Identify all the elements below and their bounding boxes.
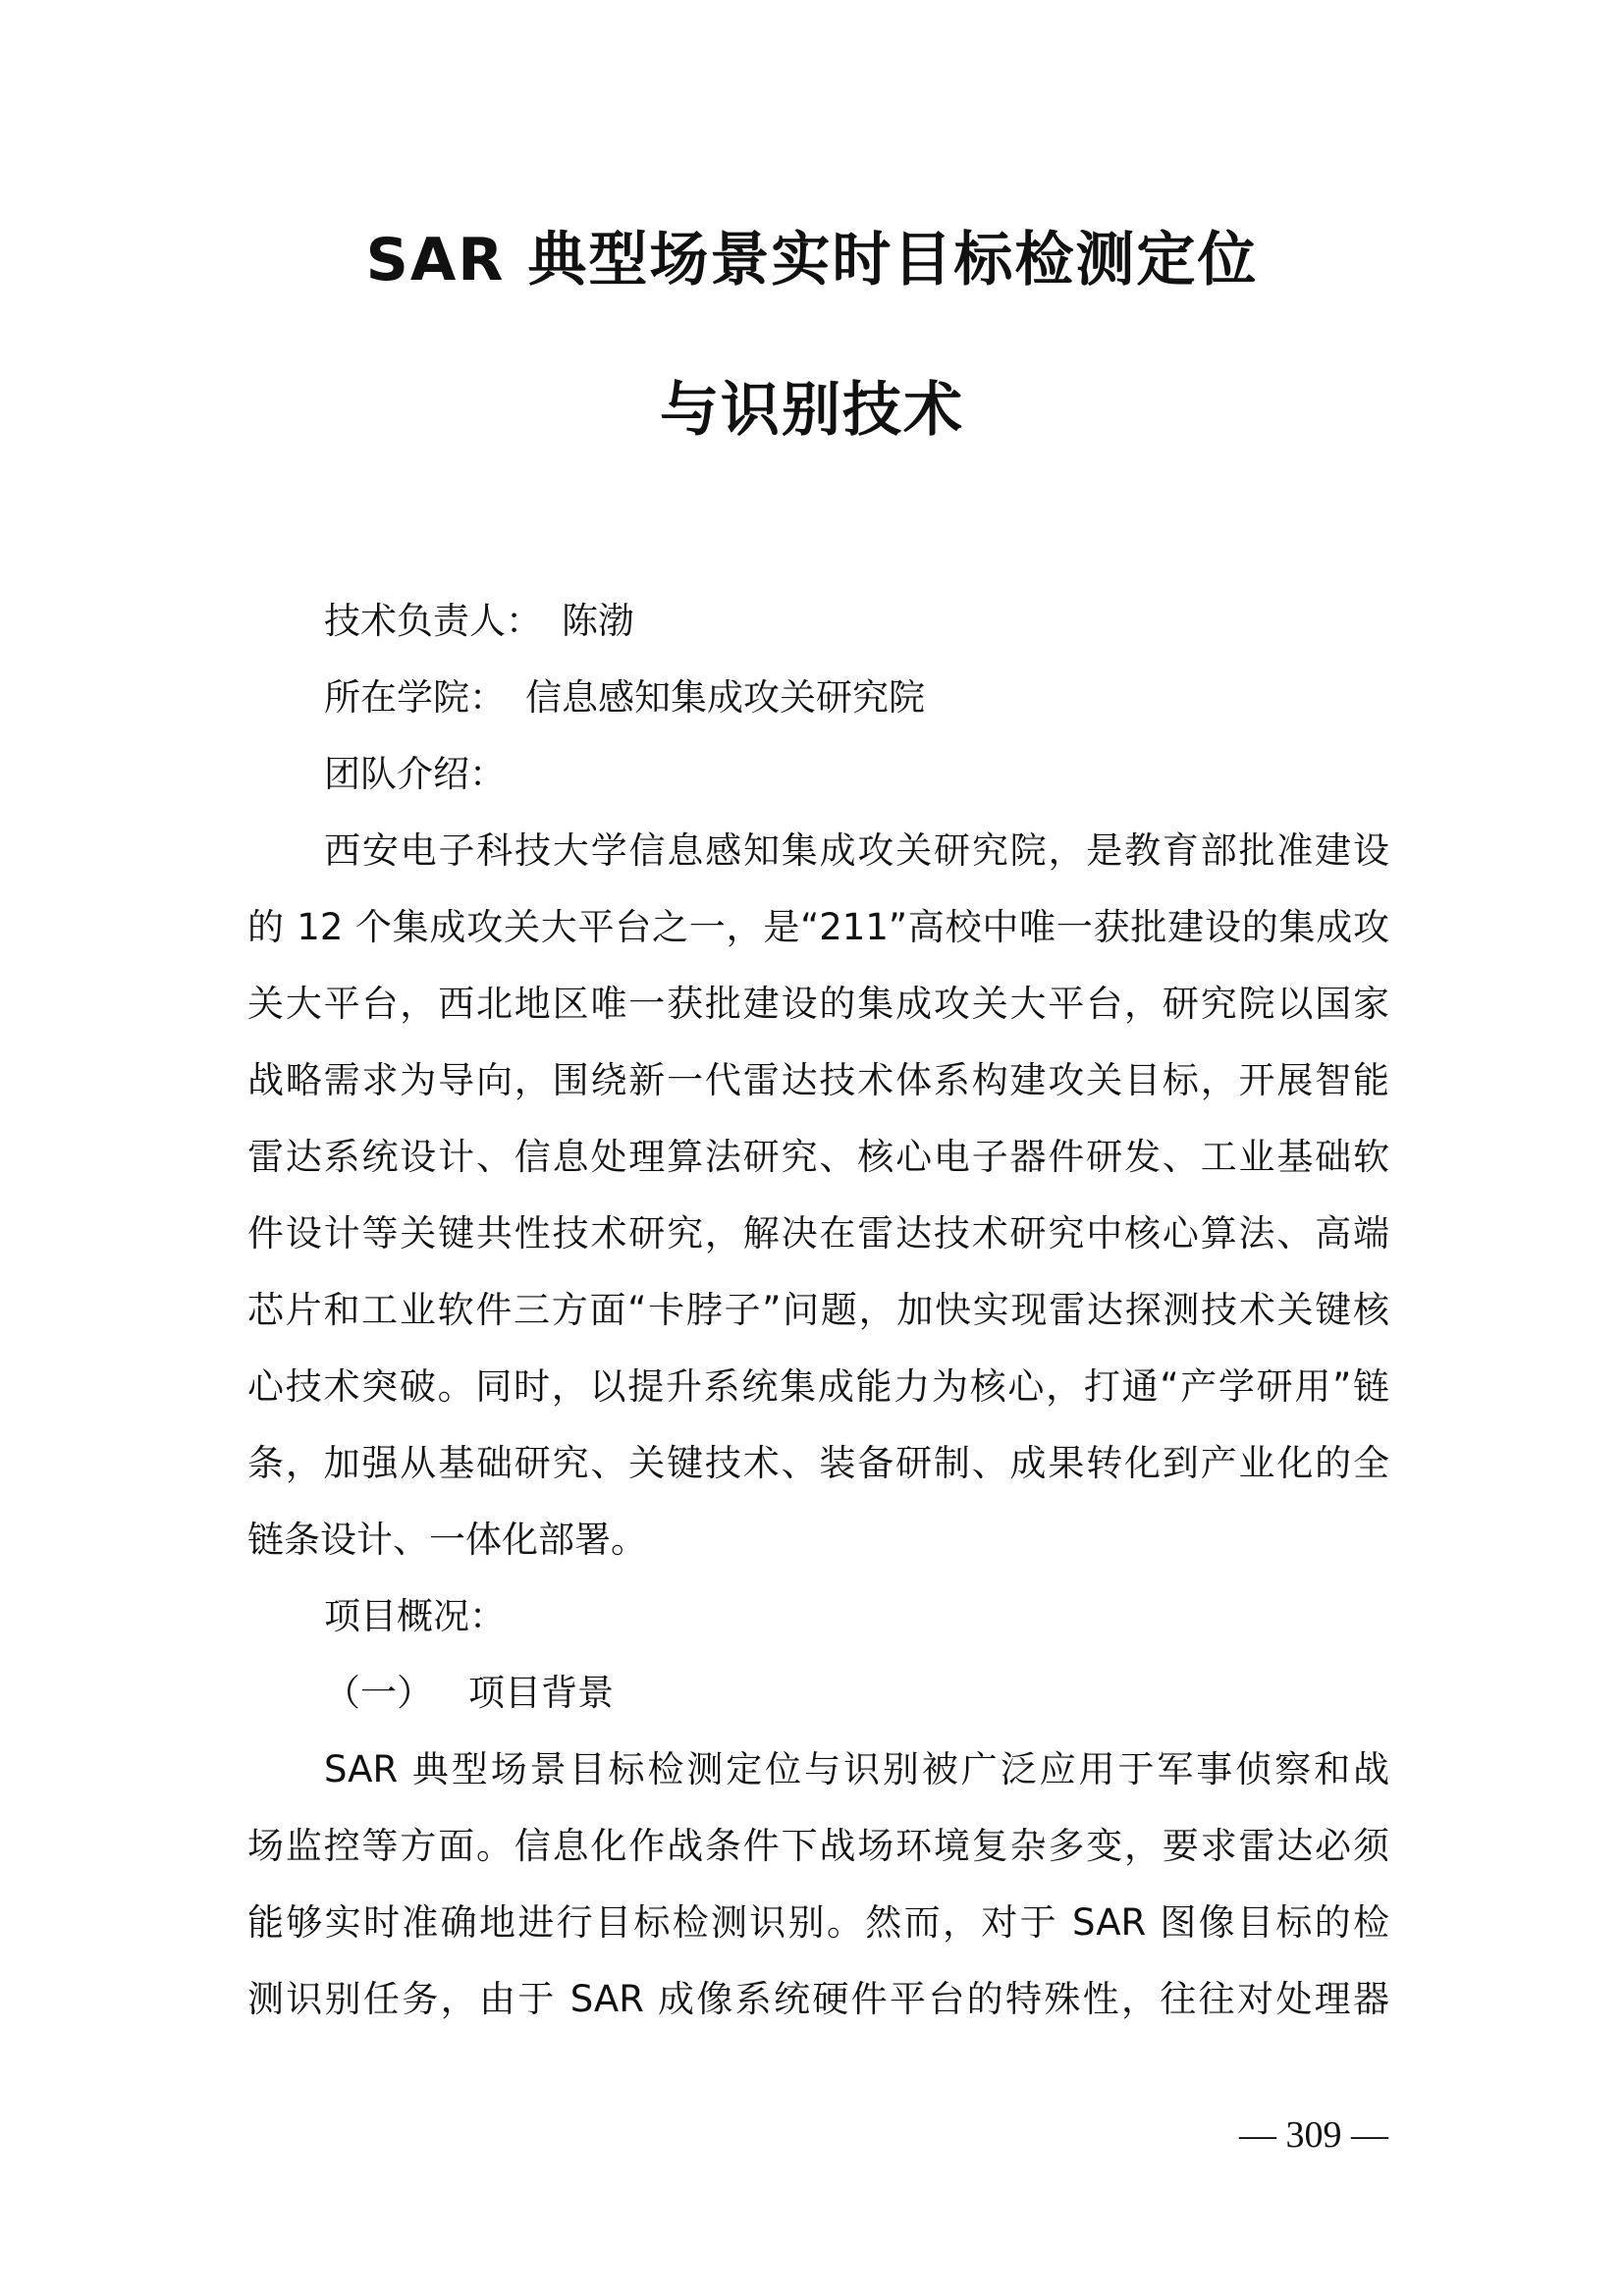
- section-heading: [247, 1655, 1389, 1732]
- title-line-2: 与识别技术: [660, 376, 964, 445]
- paragraph-line: 链条设计、一体化部署。: [247, 1519, 647, 1561]
- team-label: 团队介绍：: [324, 753, 506, 795]
- paragraph-line: 雷达系统设计、信息处理算法研究、核心电子器件研发、工业基础软: [247, 1136, 1389, 1178]
- title-line-1: SAR 典型场景实时目标检测定位: [365, 226, 1259, 294]
- college-name: 信息感知集成攻关研究院: [525, 676, 925, 719]
- paragraph-line: 的 12 个集成攻关大平台之一，是“211”高校中唯一获批建设的集成攻: [247, 906, 1389, 948]
- page-number: — 309 —: [1239, 2114, 1388, 2156]
- college-label: 所在学院：: [324, 676, 506, 719]
- paragraph-line: 能够实时准确地进行目标检测识别。然而，对于 SAR 图像目标的检: [247, 1901, 1389, 1944]
- paragraph-line: 心技术突破。同时，以提升系统集成能力为核心，打通“产学研用”链: [247, 1365, 1389, 1408]
- leader-name: 陈渤: [562, 600, 634, 642]
- paragraph-line: 西安电子科技大学信息感知集成攻关研究院，是教育部批准建设: [324, 829, 1389, 872]
- college-line: [247, 660, 1389, 736]
- paragraph-line: 条，加强从基础研究、关键技术、装备研制、成果转化到产业化的全: [247, 1442, 1389, 1484]
- paragraph-line: 测识别任务，由于 SAR 成像系统硬件平台的特殊性，往往对处理器: [247, 1978, 1389, 2020]
- section-title: 项目背景: [468, 1672, 614, 1714]
- paragraph-line: 芯片和工业软件三方面“卡脖子”问题，加快实现雷达探测技术关键核: [247, 1289, 1389, 1331]
- background-paragraph: [247, 1732, 1389, 2038]
- paragraph-line: SAR 典型场景目标检测定位与识别被广泛应用于军事侦察和战: [324, 1748, 1389, 1790]
- leader-line: [247, 583, 1389, 660]
- body-text: [247, 583, 1389, 2038]
- paragraph-line: 战略需求为导向，围绕新一代雷达技术体系构建攻关目标，开展智能: [247, 1059, 1389, 1101]
- paragraph-line: 关大平台，西北地区唯一获批建设的集成攻关大平台，研究院以国家: [247, 983, 1389, 1025]
- paragraph-line: 件设计等关键共性技术研究，解决在雷达技术研究中核心算法、高端: [247, 1212, 1389, 1255]
- section-number: （一）: [324, 1672, 433, 1714]
- leader-label: 技术负责人：: [324, 600, 542, 642]
- project-label: 项目概况：: [324, 1595, 506, 1637]
- team-paragraph: [247, 813, 1389, 1578]
- paragraph-line: 场监控等方面。信息化作战条件下战场环境复杂多变，要求雷达必须: [247, 1825, 1389, 1867]
